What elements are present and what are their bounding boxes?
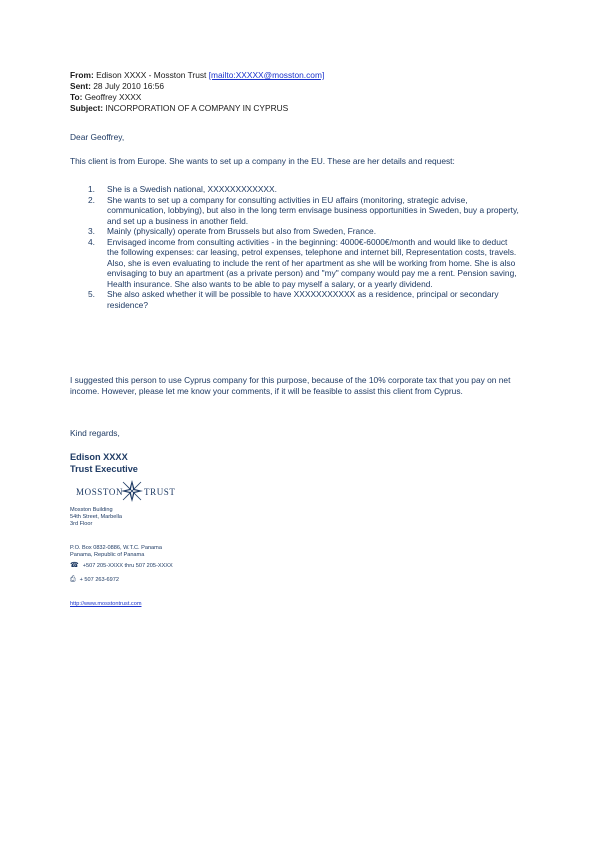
subject-label: Subject: [70, 103, 104, 113]
logo-star-icon [121, 480, 143, 502]
list-number: 3. [88, 226, 95, 236]
phone-number: +507 205-XXXX thru 507 205-XXXX [82, 563, 173, 569]
to-label: To: [70, 92, 83, 102]
list-text: Envisaged income from consulting activities - in the beginning: 4000€-6000€/month and would like to deduct the following expenses: car leasing, petrol expenses, telephone and internet bill, Representation costs, travels. Also, she is even evaluating to include the rent of her apartment as she will be working from home. She is also envisaging to buy an apartment (as a private person) and "my" company would pay me a rent. Pension saving, Health insurance. She also wants to be able to pay myself a salary, or a yearly dividend. [107, 236, 517, 289]
logo-graphic [76, 478, 180, 504]
from-email-link[interactable]: [mailto:XXXXX@mosston.com] [208, 70, 325, 80]
sent-line [70, 81, 164, 92]
fax-line [70, 577, 119, 584]
website-line [70, 601, 142, 608]
list-number: 5. [88, 289, 95, 299]
office-address [70, 507, 122, 528]
phone-line [70, 563, 173, 570]
to-line [70, 92, 141, 103]
fax-icon: ⎙ [70, 576, 76, 583]
list-item [70, 289, 520, 310]
list-item [70, 226, 520, 237]
list-item [70, 184, 520, 195]
list-text: She also asked whether it will be possible to have XXXXXXXXXXX as a residence, principal or secondary residence? [107, 289, 499, 310]
list-text: Mainly (physically) operate from Brussels but also from Sweden, France. [107, 226, 377, 236]
list-text: She is a Swedish national, XXXXXXXXXXXX. [107, 184, 277, 194]
from-label: From: [70, 70, 94, 80]
mosston-trust-logo [76, 478, 180, 504]
greeting: Dear Geoffrey, [70, 132, 125, 142]
logo-right-text: TRUST [144, 487, 176, 497]
signature-name: Edison XXXX [70, 452, 128, 462]
postal-line: P.O. Box 0832-0886, W.T.C. Panama [70, 545, 162, 551]
telephone-icon: ☎ [70, 562, 79, 569]
sent-value: 28 July 2010 16:56 [93, 81, 165, 91]
request-list [70, 184, 520, 310]
website-link[interactable]: http://www.mosstontrust.com [70, 601, 142, 607]
list-item [70, 195, 520, 227]
to-value: Geoffrey XXXX [84, 92, 142, 102]
sent-label: Sent: [70, 81, 91, 91]
subject-line [70, 103, 288, 114]
suggestion-paragraph: I suggested this person to use Cyprus company for this purpose, because of the 10% corporate tax that you pay on net income. However, please let me know your comments, if it will be feasible to assist this client from Cyprus. [70, 375, 511, 396]
list-text: She wants to set up a company for consulting activities in EU affairs (monitoring, strategic advise, communication, lobbying), but also in the long term envisage business opportunities in Sweden, buy a property, and set up a business in another field. [107, 194, 519, 226]
closing: Kind regards, [70, 428, 120, 438]
fax-number: + 507 263-6972 [79, 577, 119, 583]
intro-paragraph: This client is from Europe. She wants to set up a company in the EU. These are her details and request: [70, 156, 455, 166]
subject-value: INCORPORATION OF A COMPANY IN CYPRUS [105, 103, 289, 113]
signature-title: Trust Executive [70, 464, 138, 474]
from-line [70, 70, 324, 81]
logo-left-text: MOSSTON [76, 487, 124, 497]
address-line: 54th Street, Marbella [70, 513, 122, 520]
address-line: 3rd Floor [70, 520, 93, 527]
list-number: 4. [88, 236, 95, 247]
from-name: Edison XXXX - Mosston Trust [96, 70, 207, 80]
list-number: 1. [88, 184, 95, 194]
address-line: Mosston Building [70, 507, 113, 513]
postal-address [70, 545, 162, 559]
postal-line: Panama, Republic of Panama [70, 551, 145, 558]
list-number: 2. [88, 194, 95, 205]
list-item [70, 237, 520, 290]
